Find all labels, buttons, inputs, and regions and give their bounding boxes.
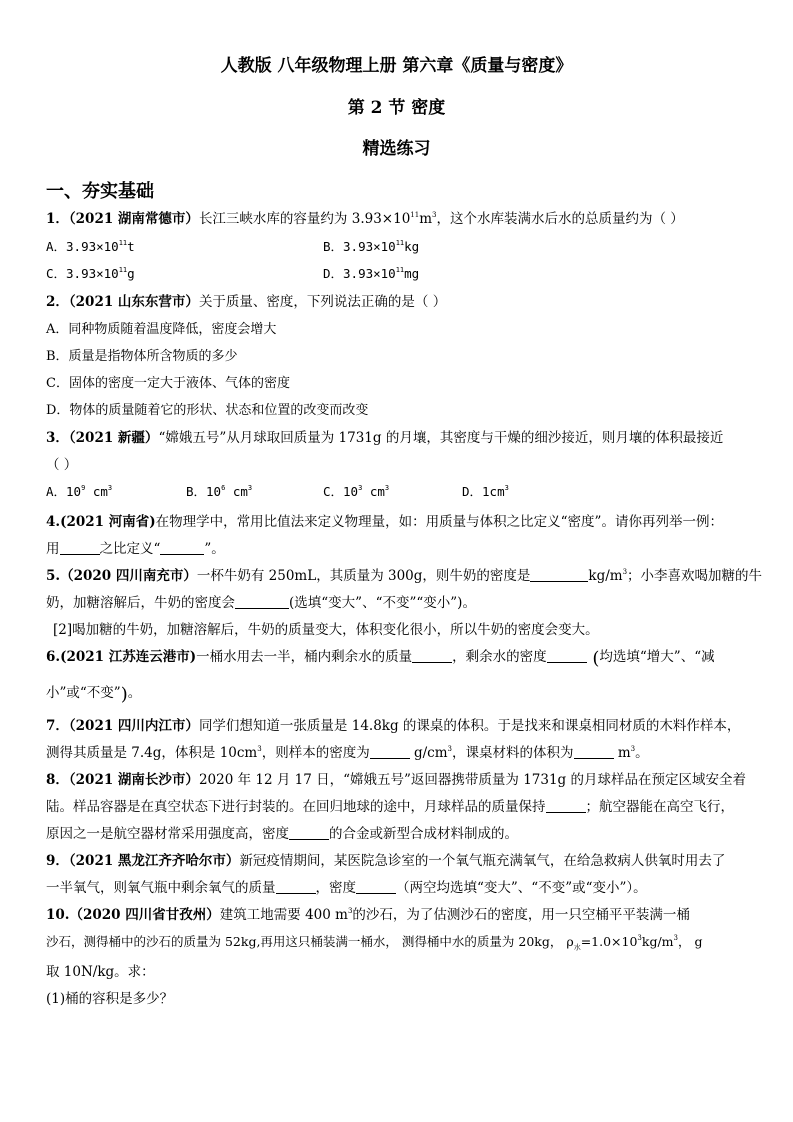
option-b: B．$3.93\times 10^{11}kg$ xyxy=(323,239,420,254)
question-10-line-3: 取 10N/kg。求： xyxy=(46,964,155,980)
part-heading: 一、夯实基础 xyxy=(46,181,154,202)
option-d: D．$3.93\times 10^{11}mg$ xyxy=(323,266,420,281)
question-9: 9．（2021 黑龙江齐齐哈尔市）新冠疫情期间，某医院急诊室的一个氧气瓶充满氧气，在给急救病人供氧时用去了 xyxy=(46,853,726,869)
answer-blank[interactable] xyxy=(370,746,410,759)
question-source: （2021 山东东营市） xyxy=(68,294,199,310)
answer-parentheses: （ ） xyxy=(46,457,78,473)
sub-question-1: (1)桶的容积是多少？ xyxy=(46,991,174,1007)
option-b: B．质量是指物体所含物质的多少 xyxy=(46,349,238,364)
answer-blank[interactable] xyxy=(235,596,289,609)
question-source: （2021 湖南常德市） xyxy=(68,211,199,227)
question-4: 4.(2021 河南省)在物理学中，常用比值法来定义物理量，如：用质量与体积之比定义“密度”。请你再列举一例： xyxy=(46,514,723,530)
question-8-line-2: 陆。样品容器是在真空状态下进行封装的。在回归地球的途中，月球样品的质量保持 ；航空器能在高空飞行， xyxy=(46,799,734,815)
answer-blank[interactable] xyxy=(546,800,586,813)
question-4-line-2: 用 之比定义“ ”。 xyxy=(46,541,225,557)
subtitle: 精选练习 xyxy=(362,139,431,159)
question-5-line-2: 奶，加糖溶解后，牛奶的密度会 (选填“变大”、“不变”“变小”)。 xyxy=(46,595,476,611)
option-c: C．固体的密度一定大于液体、气体的密度 xyxy=(46,376,290,391)
question-8: 8．（2021 湖南长沙市）2020 年 12 月 17 日，“嫦娥五号”返回器携带质量为 1731g 的月球样品在预定区域安全着 xyxy=(46,772,746,788)
option-d: D．物体的质量随着它的形状、状态和位置的改变而改变 xyxy=(46,403,369,418)
question-source: (2021 河南省) xyxy=(60,514,156,530)
option-a: A．同种物质随着温度降低，密度会增大 xyxy=(46,322,277,337)
question-9-line-2: 一半氧气，则氧气瓶中剩余氧气的质量 ，密度 （两空均选填“变大”、“不变”或“变小”）。 xyxy=(46,880,647,896)
option-a: A．$3.93\times 10^{11}t$ xyxy=(46,239,135,254)
question-source: （2021 新疆） xyxy=(68,430,159,446)
answer-blank[interactable] xyxy=(412,650,452,663)
question-6-line-2: 小”或“不变”)。 xyxy=(46,684,142,705)
answer-blank[interactable] xyxy=(356,881,396,894)
answer-blank[interactable] xyxy=(276,881,316,894)
question-1: 1．（2021 湖南常德市）长江三峡水库的容量约为 $3.93\times 10^{11}m^3$，这个水库装满水后水的总质量约为（ ） xyxy=(46,211,684,227)
option-b: B．$10^6$ $cm^3$ xyxy=(186,484,253,499)
question-7-line-2: 测得其质量是 7.4g，体积是 $10cm^3$，则样本的密度为 $g/cm^3$，课桌材料的体积为 $m^3$。 xyxy=(46,745,649,761)
section-title: 第 2 节 密度 xyxy=(347,98,446,118)
answer-blank[interactable] xyxy=(160,542,204,555)
question-8-line-3: 原因之一是航空器材常采用强度高，密度 的合金或新型合成材料制成的。 xyxy=(46,826,518,842)
option-d: D．$1cm^3$ xyxy=(462,484,509,499)
question-source: （2021 黑龙江齐齐哈尔市） xyxy=(68,853,240,869)
question-10: 10.（2020 四川省甘孜州）建筑工地需要 400 $m^3$的沙石，为了估测沙石的密度，用一只空桶平平装满一桶 xyxy=(46,907,690,923)
question-5: 5.（2020 四川南充市）一杯牛奶有 250mL，其质量为 300g，则牛奶的密度是 $kg/m^3$；小李喜欢喝加糖的牛 xyxy=(46,568,763,584)
question-source: （2021 四川内江市） xyxy=(68,718,199,734)
option-a: A．$10^9$ $cm^3$ xyxy=(46,484,113,499)
question-3: 3．（2021 新疆）“嫦娥五号”从月球取回质量为 1731g 的月壤，其密度与干燥的细沙接近，则月壤的体积最接近 xyxy=(46,430,724,446)
question-6: 6.(2021 江苏连云港市)一桶水用去一半，桶内剩余水的质量 ，剩余水的密度 (均选填“增大”、“减 xyxy=(46,648,715,669)
question-source: （2020 四川南充市） xyxy=(60,568,197,584)
document-title: 人教版 八年级物理上册 第六章《质量与密度》 xyxy=(220,56,573,76)
answer-blank[interactable] xyxy=(574,746,614,759)
option-c: C．$3.93\times 10^{11}g$ xyxy=(46,266,135,281)
answer-blank[interactable] xyxy=(530,569,588,582)
answer-blank[interactable] xyxy=(289,827,329,840)
question-source: （2020 四川省甘孜州） xyxy=(69,907,220,923)
answer-blank[interactable] xyxy=(60,542,100,555)
question-source: （2021 湖南长沙市） xyxy=(68,772,199,788)
question-7: 7．（2021 四川内江市）同学们想知道一张质量是 14.8kg 的课桌的体积。于是找来和课桌相同材质的木料作样本， xyxy=(46,718,741,734)
question-source: (2021 江苏连云港市) xyxy=(60,649,197,665)
option-c: C．$10^3$ $cm^3$ xyxy=(323,484,390,499)
question-10-line-2: 沙石，测得桶中的沙石的质量为 52kg,再用这只桶装满一桶水， 测得桶中水的质量为 20kg， $\rho_水=1.0\times 10^3kg/m^3$， g xyxy=(46,934,703,952)
question-2: 2．（2021 山东东营市）关于质量、密度，下列说法正确的是（ ） xyxy=(46,294,447,310)
answer-blank[interactable] xyxy=(547,650,587,663)
answer-note: [2]喝加糖的牛奶，加糖溶解后，牛奶的质量变大，体积变化很小，所以牛奶的密度会变大。 xyxy=(53,622,599,638)
